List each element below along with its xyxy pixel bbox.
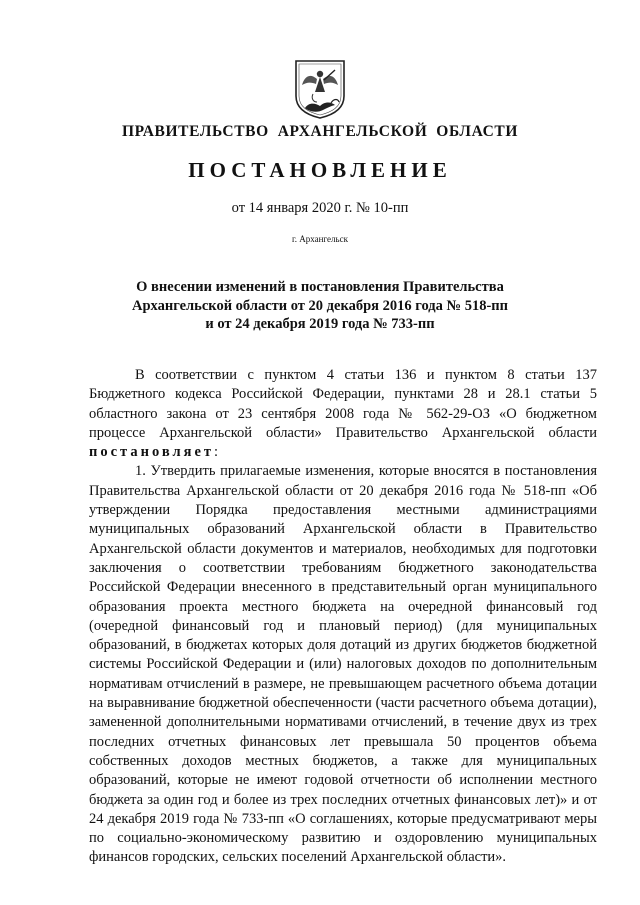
document-body	[89, 366, 597, 868]
document-city: г. Архангельск	[292, 234, 348, 244]
document-title	[80, 278, 560, 334]
title-line: и от 24 декабря 2019 года № 733-пп	[205, 316, 435, 332]
preamble-text: В соответствии с пунктом 4 статьи 136 и пунктом 8 статьи 137 Бюджетного кодекса Российской Федерации, пунктами 28 и 28.1 статьи 5 областного закона от 23 сентября 2008 года № 562-29-ОЗ «О бюджетном процессе Архангельской области» Правительство Архангельской области	[89, 367, 597, 441]
coat-of-arms-icon	[293, 58, 347, 120]
title-line: О внесении изменений в постановления Правительства	[136, 279, 504, 295]
preamble-paragraph	[89, 366, 597, 462]
government-name: ПРАВИТЕЛЬСТВО АРХАНГЕЛЬСКОЙ ОБЛАСТИ	[122, 123, 518, 140]
title-line: Архангельской области от 20 декабря 2016 года № 518-пп	[132, 297, 508, 314]
decree-word: постановляет	[89, 444, 215, 461]
item-1-paragraph: 1. Утвердить прилагаемые изменения, которые вносятся в постановления Правительства Архангельской области от 20 декабря 2016 года № 518-пп «Об утверждении Порядка предоставления местными администрациями муниципальных образований Архангельской области в Правительство Архангельской области документов и материалов, необходимых для подготовки заключения о соответствии требованиям бюджетного законодательства Российской Федерации внесенного в представительный орган муниципального образования проекта местного бюджета на очередной финансовый год (очередной финансовый год и плановый период) (для муниципальных образований, в бюджетах которых доля дотаций из других бюджетов бюджетной системы Российской Федерации и (или) налоговых доходов по дополнительным нормативам отчислений в размере, не превышающем расчетного объема дотации на выравнивание бюджетной обеспеченности (части расчетного объема дотации), замененной дополнительными нормативами отчислений, в течение двух из трех последних отчетных финансовых лет превышала 50 процентов объема собственных доходов местных бюджетов, а также для муниципальных образований, которые не имеют годовой отчетности об исполнении местного бюджета за один год и более из трех последних отчетных финансовых лет)» и от 24 декабря 2019 года № 733-пп «О соглашениях, которые предусматривают меры по социально-экономическому развитию и оздоровлению муниципальных финансов городских, сельских поселений Архангельской области».	[89, 463, 597, 866]
document-type: ПОСТАНОВЛЕНИЕ	[188, 158, 452, 182]
decree-colon: :	[214, 444, 219, 461]
document-date-number: от 14 января 2020 г. № 10-пп	[231, 200, 409, 216]
